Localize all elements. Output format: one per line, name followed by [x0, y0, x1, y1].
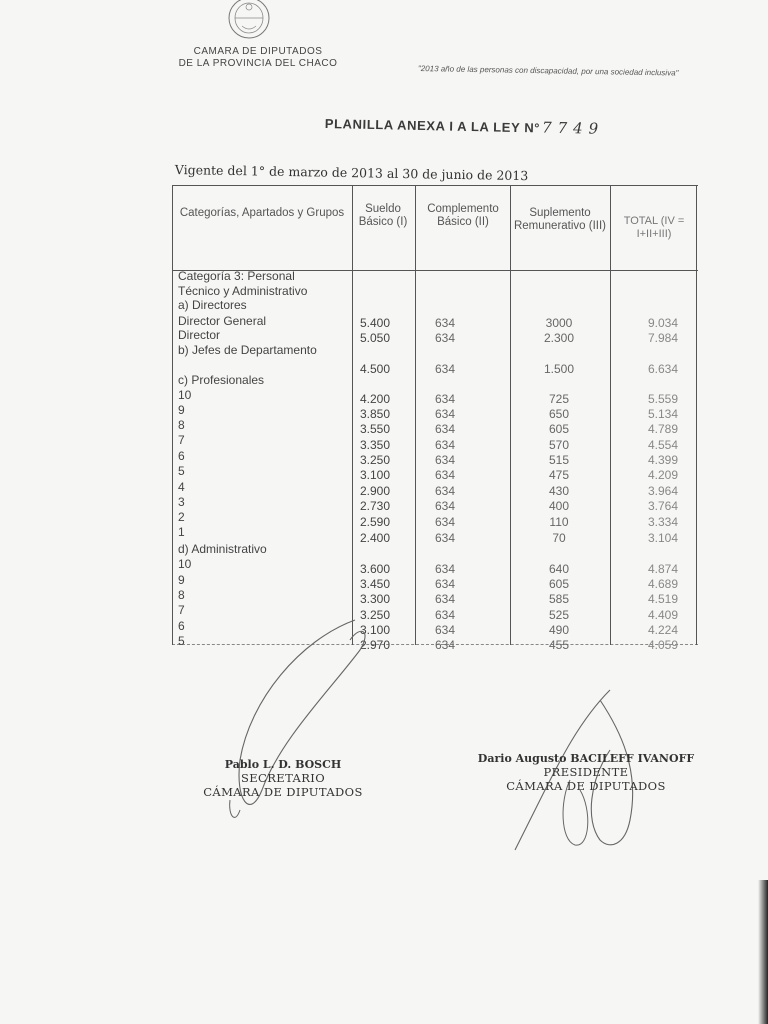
cell-total: 3.104 — [647, 531, 678, 545]
table-row — [172, 499, 698, 513]
cell-basic-salary: 5.050 — [360, 331, 391, 345]
row-label: d) Administrativo — [178, 542, 267, 556]
cell-remunerative-supplement: 605 — [548, 422, 570, 436]
cell-remunerative-supplement: 650 — [548, 407, 570, 421]
table-row — [172, 592, 698, 606]
header-categories: Categorías, Apartados y Grupos — [179, 207, 345, 219]
table-row — [172, 531, 698, 545]
year-slogan: "2013 año de las personas con discapacidad, por una sociedad inclusiva" — [417, 64, 679, 78]
cell-remunerative-supplement: 490 — [548, 623, 570, 637]
cell-total: 5.559 — [647, 392, 678, 406]
row-label: c) Profesionales — [178, 373, 265, 387]
table-row — [172, 407, 698, 421]
secretary-signature-block — [188, 758, 378, 799]
table-top-border — [172, 185, 698, 186]
org-line-2: DE LA PROVINCIA DEL CHACO — [178, 58, 338, 69]
cell-basic-salary: 2.730 — [360, 499, 391, 513]
cell-basic-salary: 2.970 — [360, 638, 391, 652]
table-row — [172, 438, 698, 452]
cell-basic-salary: 3.450 — [360, 577, 391, 591]
table-row — [172, 331, 698, 345]
cell-basic-complement: 634 — [434, 515, 456, 529]
cell-total: 9.034 — [647, 316, 678, 330]
table-row — [172, 362, 698, 376]
row-label: Director — [178, 328, 221, 342]
cell-remunerative-supplement: 640 — [548, 562, 570, 576]
signer-chamber: CÁMARA DE DIPUTADOS — [506, 779, 666, 793]
cell-remunerative-supplement: 605 — [548, 577, 570, 591]
row-label: 9 — [178, 403, 185, 417]
row-label: b) Jefes de Departamento — [178, 343, 317, 357]
document-title — [325, 114, 599, 138]
table-row — [172, 453, 698, 467]
cell-basic-complement: 634 — [434, 316, 456, 330]
cell-total: 3.334 — [647, 515, 678, 529]
cell-basic-complement: 634 — [434, 623, 456, 637]
cell-remunerative-supplement: 70 — [552, 531, 566, 545]
cell-basic-salary: 3.250 — [360, 453, 391, 467]
president-signature-block — [466, 752, 706, 793]
row-label: 5 — [178, 634, 185, 648]
cell-total: 4.554 — [647, 438, 678, 452]
row-label: 5 — [178, 464, 185, 478]
salary-table — [172, 185, 698, 652]
table-row — [172, 577, 698, 591]
cell-total: 4.399 — [647, 453, 678, 467]
signer-name: Dario Augusto BACILEFF IVANOFF — [477, 752, 695, 765]
row-label: a) Directores — [178, 298, 247, 312]
row-label: 8 — [178, 588, 185, 602]
cell-basic-salary: 2.900 — [360, 484, 391, 498]
org-line-1: CAMARA DE DIPUTADOS — [193, 46, 323, 57]
signer-role: PRESIDENTE — [543, 765, 629, 779]
cell-total: 4.059 — [647, 638, 678, 652]
cell-basic-salary: 5.400 — [360, 316, 391, 330]
header-total: TOTAL (IV = I+II+III) — [623, 215, 685, 240]
cell-basic-salary: 3.550 — [360, 422, 391, 436]
cell-total: 3.964 — [647, 484, 678, 498]
cell-basic-complement: 634 — [434, 468, 456, 482]
cell-basic-salary: 3.300 — [360, 592, 391, 606]
table-row — [172, 422, 698, 436]
cell-basic-complement: 634 — [434, 638, 456, 652]
page-edge-shadow — [758, 880, 768, 1024]
row-label: 6 — [178, 619, 185, 633]
row-label: 4 — [178, 480, 185, 494]
cell-total: 4.874 — [647, 562, 678, 576]
row-label: 1 — [178, 525, 185, 539]
coat-of-arms-seal — [222, 0, 276, 44]
cell-basic-salary: 3.250 — [360, 608, 391, 622]
table-row — [172, 484, 698, 498]
cell-basic-complement: 634 — [434, 362, 456, 376]
cell-basic-complement: 634 — [434, 531, 456, 545]
cell-total: 4.519 — [647, 592, 678, 606]
validity-period: Vigente del 1° de marzo de 2013 al 30 de junio de 2013 — [174, 162, 529, 184]
table-row — [172, 515, 698, 529]
signer-role: SECRETARIO — [240, 771, 326, 785]
cell-total: 7.984 — [647, 331, 678, 345]
row-label: Técnico y Administrativo — [178, 284, 308, 298]
cell-basic-salary: 2.400 — [360, 531, 391, 545]
cell-remunerative-supplement: 2.300 — [543, 331, 575, 345]
cell-remunerative-supplement: 430 — [548, 484, 570, 498]
cell-basic-complement: 634 — [434, 453, 456, 467]
cell-basic-complement: 634 — [434, 592, 456, 606]
cell-remunerative-supplement: 3000 — [545, 316, 573, 330]
table-row — [172, 562, 698, 576]
cell-basic-complement: 634 — [434, 562, 456, 576]
cell-basic-complement: 634 — [434, 608, 456, 622]
cell-remunerative-supplement: 525 — [548, 608, 570, 622]
cell-basic-salary: 3.100 — [360, 468, 391, 482]
cell-remunerative-supplement: 455 — [548, 638, 570, 652]
cell-total: 4.689 — [647, 577, 678, 591]
cell-basic-salary: 3.600 — [360, 562, 391, 576]
table-row — [172, 608, 698, 622]
table-row — [172, 316, 698, 330]
cell-basic-salary: 3.100 — [360, 623, 391, 637]
cell-basic-complement: 634 — [434, 392, 456, 406]
table-row — [172, 638, 698, 652]
row-label: 8 — [178, 418, 185, 432]
cell-basic-salary: 2.590 — [360, 515, 391, 529]
cell-remunerative-supplement: 585 — [548, 592, 570, 606]
cell-total: 4.789 — [647, 422, 678, 436]
cell-total: 3.764 — [647, 499, 678, 513]
cell-basic-complement: 634 — [434, 499, 456, 513]
cell-basic-salary: 4.200 — [360, 392, 391, 406]
cell-total: 4.409 — [647, 608, 678, 622]
table-row — [172, 623, 698, 637]
row-label: 10 — [178, 557, 192, 571]
cell-remunerative-supplement: 475 — [548, 468, 570, 482]
row-label: 6 — [178, 449, 185, 463]
cell-basic-salary: 3.850 — [360, 407, 391, 421]
row-label: 3 — [178, 495, 185, 509]
cell-remunerative-supplement: 400 — [548, 499, 570, 513]
cell-remunerative-supplement: 570 — [548, 438, 570, 452]
cell-total: 6.634 — [647, 362, 678, 376]
row-label: 7 — [178, 433, 185, 447]
cell-basic-complement: 634 — [434, 422, 456, 436]
cell-total: 5.134 — [647, 407, 678, 421]
cell-remunerative-supplement: 725 — [548, 392, 570, 406]
table-row — [172, 468, 698, 482]
cell-remunerative-supplement: 110 — [549, 515, 569, 529]
signer-chamber: CÁMARA DE DIPUTADOS — [203, 785, 363, 799]
row-label: Categoría 3: Personal — [178, 269, 295, 283]
cell-basic-complement: 634 — [434, 484, 456, 498]
cell-total: 4.209 — [647, 468, 678, 482]
cell-basic-complement: 634 — [434, 407, 456, 421]
table-row — [172, 392, 698, 406]
header-basic-complement: Complemento Básico (II) — [427, 203, 499, 228]
header-remunerative-supplement: Suplemento Remunerativo (III) — [513, 207, 607, 232]
cell-basic-complement: 634 — [434, 331, 456, 345]
row-label: 7 — [178, 603, 185, 617]
cell-basic-complement: 634 — [434, 577, 456, 591]
cell-remunerative-supplement: 1.500 — [543, 362, 575, 376]
issuing-chamber — [170, 46, 346, 70]
row-label: 9 — [178, 573, 185, 587]
row-label: 2 — [178, 510, 185, 524]
row-label: 10 — [178, 388, 192, 402]
law-number: 7 7 4 9 — [541, 118, 599, 138]
cell-total: 4.224 — [647, 623, 678, 637]
row-label: Director General — [178, 314, 267, 328]
cell-remunerative-supplement: 515 — [548, 453, 570, 467]
title-text: PLANILLA ANEXA I A LA LEY N° — [324, 115, 541, 136]
cell-basic-salary: 3.350 — [360, 438, 391, 452]
cell-basic-complement: 634 — [434, 438, 456, 452]
signer-name: Pablo L. D. BOSCH — [224, 758, 342, 771]
header-basic-salary: Sueldo Básico (I) — [358, 203, 408, 228]
cell-basic-salary: 4.500 — [360, 362, 391, 376]
